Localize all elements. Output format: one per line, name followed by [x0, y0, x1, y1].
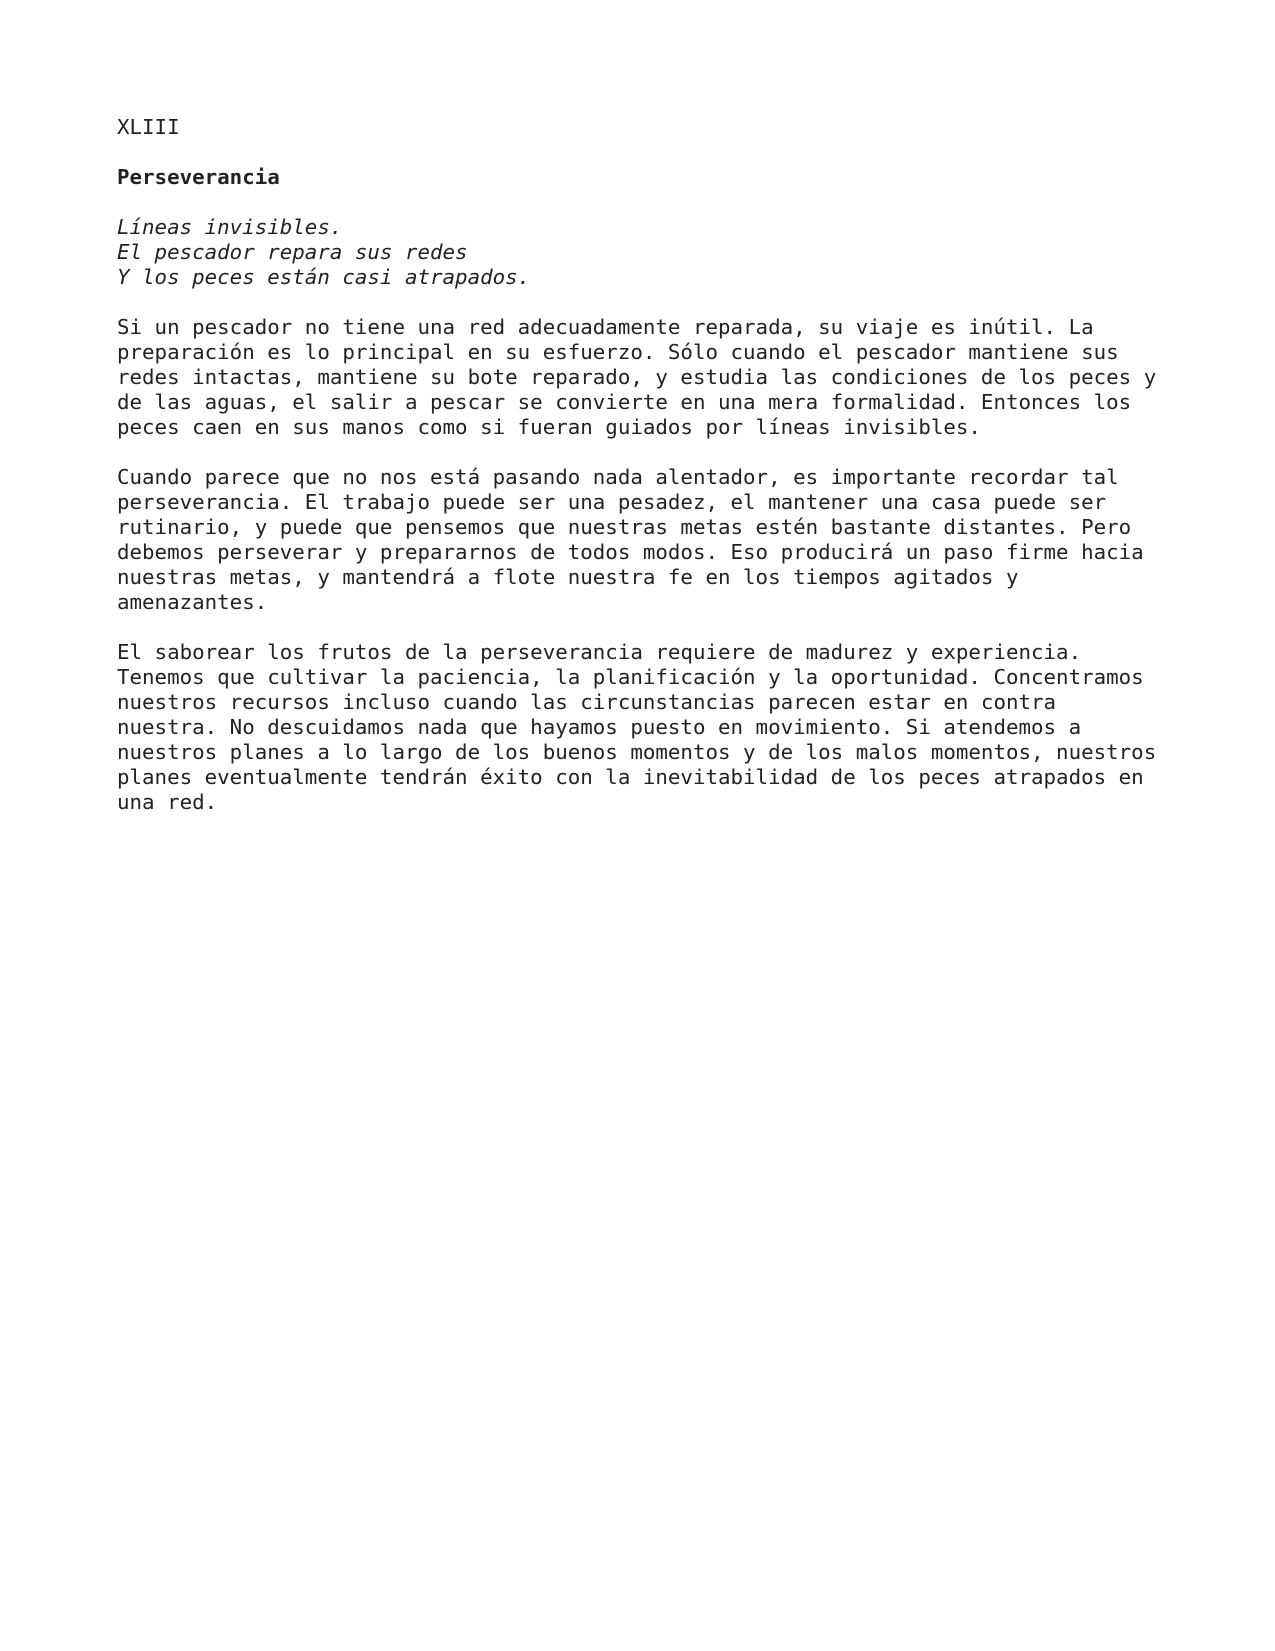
paragraph-line: nuestros recursos incluso cuando las circunstancias parecen estar en contra	[117, 690, 1057, 714]
verse-line: Líneas invisibles.	[117, 215, 343, 239]
paragraph-line: peces caen en sus manos como si fueran guiados por líneas invisibles.	[117, 415, 981, 439]
chapter-title-text: Perseverancia	[117, 165, 280, 189]
paragraph-2	[117, 465, 1167, 615]
chapter-numeral	[117, 115, 1167, 140]
paragraph-line: preparación es lo principal en su esfuerzo. Sólo cuando el pescador mantiene sus	[117, 340, 1119, 364]
paragraph-line: Tenemos que cultivar la paciencia, la planificación y la oportunidad. Concentramos	[117, 665, 1144, 689]
paragraph-line: de las aguas, el salir a pescar se convierte en una mera formalidad. Entonces los	[117, 390, 1132, 414]
paragraph-line: Si un pescador no tiene una red adecuadamente reparada, su viaje es inútil. La	[117, 315, 1094, 339]
chapter-title	[117, 165, 1167, 190]
paragraph-line: amenazantes.	[117, 590, 268, 614]
paragraph-line: planes eventualmente tendrán éxito con la inevitabilidad de los peces atrapados en	[117, 765, 1144, 789]
paragraph-line: Cuando parece que no nos está pasando nada alentador, es importante recordar tal	[117, 465, 1119, 489]
paragraph-line: El saborear los frutos de la perseverancia requiere de madurez y experiencia.	[117, 640, 1082, 664]
paragraph-line: nuestra. No descuidamos nada que hayamos puesto en movimiento. Si atendemos a	[117, 715, 1082, 739]
chapter-numeral-text: XLIII	[117, 115, 180, 139]
paragraph-line: una red.	[117, 790, 218, 814]
paragraph-line: rutinario, y puede que pensemos que nuestras metas estén bastante distantes. Pero	[117, 515, 1132, 539]
paragraph-line: nuestras metas, y mantendrá a flote nuestra fe en los tiempos agitados y	[117, 565, 1019, 589]
paragraph-line: nuestros planes a lo largo de los buenos momentos y de los malos momentos, nuestros	[117, 740, 1157, 764]
paragraph-3	[117, 640, 1167, 815]
paragraph-1	[117, 315, 1167, 440]
verse-line: Y los peces están casi atrapados.	[117, 265, 531, 289]
paragraph-line: perseverancia. El trabajo puede ser una pesadez, el mantener una casa puede ser	[117, 490, 1107, 514]
verse-line: El pescador repara sus redes	[117, 240, 468, 264]
paragraph-line: redes intactas, mantiene su bote reparado, y estudia las condiciones de los peces y	[117, 365, 1157, 389]
document-body	[117, 115, 1167, 840]
verse-block	[117, 215, 1167, 290]
paragraph-line: debemos perseverar y prepararnos de todos modos. Eso producirá un paso firme hacia	[117, 540, 1144, 564]
